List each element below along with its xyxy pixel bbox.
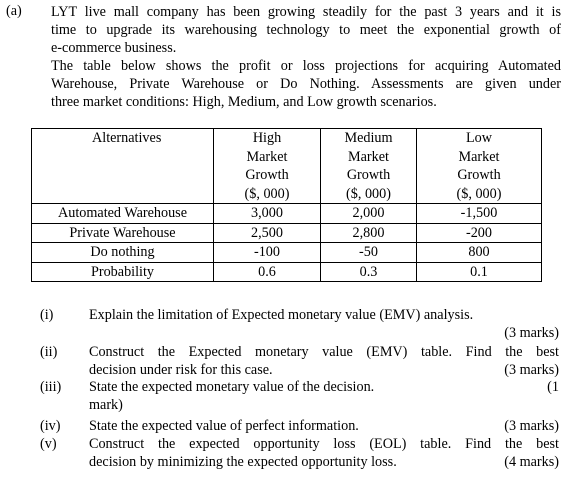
marks-label: (3 marks) [504,418,559,434]
marks-label: (4 marks) [504,453,559,470]
subquestion-text: Construct the Expected monetary value (EMV) table. Find the best [89,344,559,360]
alternatives-header: Alternatives [32,129,214,204]
payoff-table [31,128,542,282]
marks-label: (1 [547,379,559,395]
table-row [32,262,542,282]
row-label: Do nothing [32,243,214,263]
subquestion-text: mark) [89,396,123,413]
subquestion-number: (iv) [40,418,61,434]
table-row [32,204,542,224]
table-cell: 0.6 [214,262,321,282]
table-cell: -200 [417,223,542,243]
subquestion-text: Construct the expected opportunity loss (EOL) table. Find the best [89,436,559,452]
subquestion-number: (iii) [40,379,62,395]
subquestion-text: Explain the limitation of Expected monetary value (EMV) analysis. [89,307,474,323]
subquestion-text: State the expected value of perfect information. [89,418,359,434]
table-intro-line: Warehouse, Private Warehouse or Do Nothing. Assessments are given under [51,76,561,92]
marks-label: (3 marks) [504,361,559,378]
subquestion-text: decision under risk for this case. [89,361,273,378]
intro-line: time to upgrade its warehousing technology to meet the exponential growth of [51,22,561,38]
intro-line: e-commerce business. [51,40,177,56]
intro-line: LYT live mall company has been growing steadily for the past 3 years and it is [51,4,561,20]
table-row [32,243,542,263]
medium-growth-header: Medium Market Growth ($, 000) [321,129,417,204]
row-label: Probability [32,262,214,282]
table-cell: 3,000 [214,204,321,224]
subquestion-number: (v) [40,436,57,452]
question-label: (a) [6,3,22,19]
subquestion-text: State the expected monetary value of the decision. [89,379,375,395]
table-cell: 2,500 [214,223,321,243]
question-intro [51,3,561,111]
table-cell: 0.3 [321,262,417,282]
table-header-row [32,129,542,204]
marks-label: (3 marks) [504,324,559,341]
table-cell: -1,500 [417,204,542,224]
table-cell: 2,800 [321,223,417,243]
table-cell: 0.1 [417,262,542,282]
high-growth-header: High Market Growth ($, 000) [214,129,321,204]
table-cell: 2,000 [321,204,417,224]
table-intro-line: three market conditions: High, Medium, and Low growth scenarios. [51,94,437,110]
table-row [32,223,542,243]
row-label: Private Warehouse [32,223,214,243]
row-label: Automated Warehouse [32,204,214,224]
table-cell: -100 [214,243,321,263]
table-cell: -50 [321,243,417,263]
table-cell: 800 [417,243,542,263]
subquestion-number: (ii) [40,344,58,360]
low-growth-header: Low Market Growth ($, 000) [417,129,542,204]
subquestion-number: (i) [40,307,54,323]
table-intro-line: The table below shows the profit or loss projections for acquiring Automated [51,58,561,74]
subquestion-text: decision by minimizing the expected opportunity loss. [89,453,397,470]
